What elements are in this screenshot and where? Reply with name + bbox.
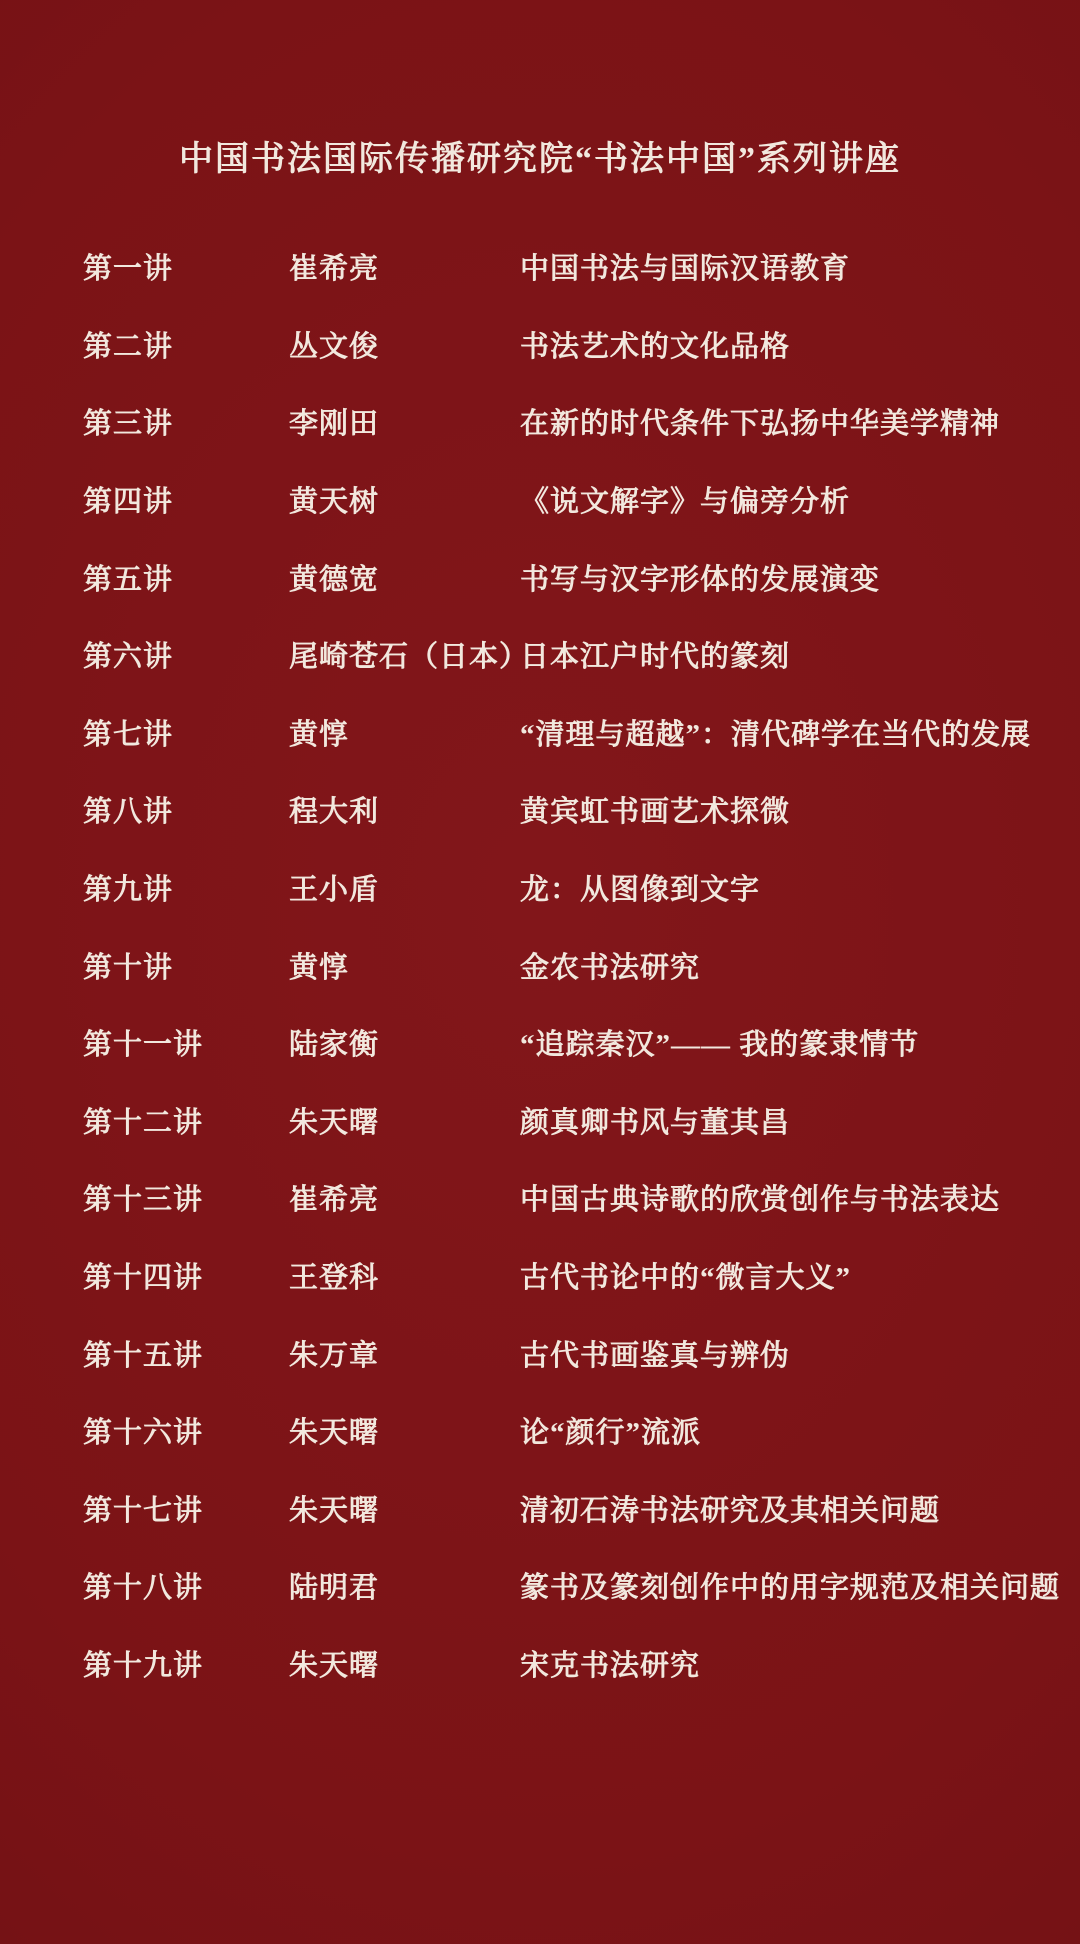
lecture-row [83, 1470, 1050, 1548]
lecture-row [83, 228, 1050, 306]
lecture-number: 第二讲 [83, 330, 174, 363]
speaker-name: 王小盾 [289, 874, 380, 907]
speaker-name: 陆明君 [289, 1572, 380, 1605]
speaker-name: 黄天树 [289, 486, 380, 519]
speaker-name: 朱万章 [289, 1339, 380, 1372]
lecture-title: 黄宾虹书画艺术探微 [520, 796, 791, 829]
lecture-title: 篆书及篆刻创作中的用字规范及相关问题 [520, 1572, 1061, 1605]
lecture-row [83, 849, 1050, 927]
lecture-number: 第七讲 [83, 718, 174, 751]
speaker-name: 黄德宽 [289, 563, 380, 596]
lecture-title: 中国书法与国际汉语教育 [520, 253, 851, 286]
lecture-number: 第十七讲 [83, 1494, 204, 1527]
lecture-number: 第八讲 [83, 796, 174, 829]
speaker-name: 丛文俊 [289, 330, 380, 363]
lecture-number: 第十八讲 [83, 1572, 204, 1605]
lecture-number: 第十讲 [83, 951, 174, 984]
lecture-number: 第九讲 [83, 874, 174, 907]
lecture-title: 中国古典诗歌的欣赏创作与书法表达 [520, 1184, 1001, 1217]
lecture-number: 第十四讲 [83, 1262, 204, 1295]
lecture-number: 第十六讲 [83, 1417, 204, 1450]
lecture-title: 书写与汉字形体的发展演变 [520, 563, 881, 596]
speaker-name: 陆家衡 [289, 1029, 380, 1062]
lecture-title: 《说文解字》与偏旁分析 [520, 486, 851, 519]
lecture-row [83, 1004, 1050, 1082]
lecture-number: 第六讲 [83, 641, 174, 674]
lecture-number: 第一讲 [83, 253, 174, 286]
speaker-name: 朱天曙 [289, 1649, 380, 1682]
speaker-name: 王登科 [289, 1262, 380, 1295]
lecture-title: 古代书画鉴真与辨伪 [520, 1339, 791, 1372]
lecture-row [83, 1625, 1050, 1703]
lecture-row [83, 1082, 1050, 1160]
lecture-title: 龙：从图像到文字 [520, 874, 761, 907]
speaker-name: 崔希亮 [289, 1184, 380, 1217]
lecture-number: 第四讲 [83, 486, 174, 519]
lecture-title: 清初石涛书法研究及其相关问题 [520, 1494, 941, 1527]
lecture-row [83, 1314, 1050, 1392]
lecture-title: “追踪秦汉”—— 我的篆隶情节 [520, 1029, 920, 1062]
lecture-number: 第十二讲 [83, 1106, 204, 1139]
lecture-row [83, 694, 1050, 772]
lecture-row [83, 1547, 1061, 1625]
speaker-name: 朱天曙 [289, 1494, 380, 1527]
lecture-row [83, 383, 1050, 461]
lecture-row [83, 1392, 1050, 1470]
lecture-title: 论“颜行”流派 [520, 1417, 702, 1450]
lecture-number: 第十九讲 [83, 1649, 204, 1682]
lecture-title: 日本江户时代的篆刻 [520, 641, 791, 674]
lecture-row [83, 926, 1050, 1004]
lecture-title: 书法艺术的文化品格 [520, 330, 791, 363]
lecture-row [83, 306, 1050, 384]
lecture-number: 第十三讲 [83, 1184, 204, 1217]
lecture-list [83, 228, 1061, 1702]
lecture-title: 颜真卿书风与董其昌 [520, 1106, 791, 1139]
speaker-name: 黄惇 [289, 951, 350, 984]
lecture-row [83, 616, 1050, 694]
lecture-number: 第十五讲 [83, 1339, 204, 1372]
speaker-name: 朱天曙 [289, 1106, 380, 1139]
speaker-name: 李刚田 [289, 408, 380, 441]
lecture-title: 金农书法研究 [520, 951, 701, 984]
lecture-title: 古代书论中的“微言大义” [520, 1262, 852, 1295]
lecture-row [83, 1237, 1050, 1315]
lecture-row [83, 461, 1050, 539]
speaker-name: 程大利 [289, 796, 380, 829]
lecture-number: 第三讲 [83, 408, 174, 441]
lecture-number: 第五讲 [83, 563, 174, 596]
speaker-name: 朱天曙 [289, 1417, 380, 1450]
lecture-title: 在新的时代条件下弘扬中华美学精神 [520, 408, 1001, 441]
lecture-row [83, 1159, 1050, 1237]
lecture-number: 第十一讲 [83, 1029, 204, 1062]
lecture-title: “清理与超越”：清代碑学在当代的发展 [520, 718, 1032, 751]
lecture-row [83, 771, 1050, 849]
page-title: 中国书法国际传播研究院“书法中国”系列讲座 [179, 141, 901, 178]
lecture-row [83, 538, 1050, 616]
speaker-name: 尾崎苍石（日本） [289, 641, 530, 674]
speaker-name: 黄惇 [289, 718, 350, 751]
lecture-title: 宋克书法研究 [520, 1649, 701, 1682]
speaker-name: 崔希亮 [289, 253, 380, 286]
